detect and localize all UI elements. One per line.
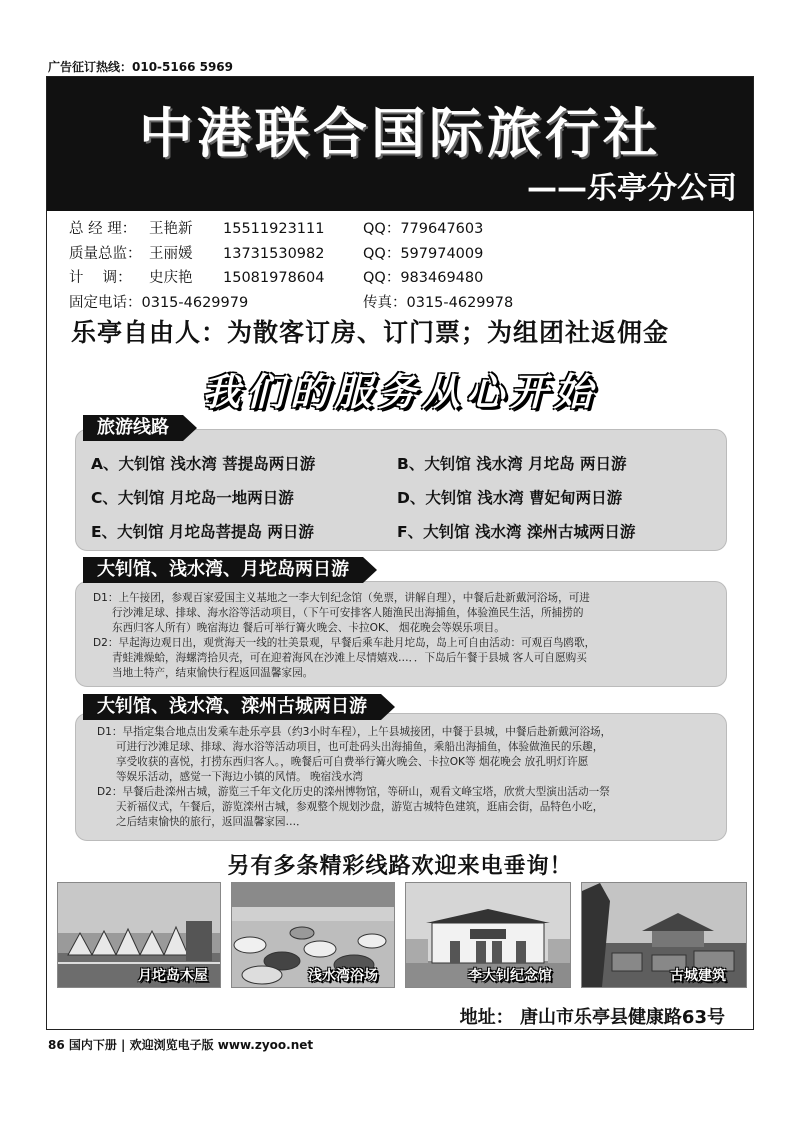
contact-qq: QQ：597974009 [363, 245, 484, 262]
page-footer: 86 国内下册 | 欢迎浏览电子版 www.zyoo.net [48, 1038, 314, 1052]
route-item: E、大钊馆 月坨岛菩提岛 两日游 [91, 523, 314, 541]
itinerary-line: 享受收获的喜悦，打捞东西归客人。，晚餐后可自费举行篝火晚会、卡拉OK等 烟花晚会 放孔明灯许愿 [116, 756, 589, 768]
contact-name: 史庆艳 [149, 270, 193, 286]
fixed-phone: 固定电话：0315-4629979 [69, 294, 249, 311]
itinerary-line: 天祈福仪式，午餐后，游览滦州古城，参观整个规划沙盘，游览古城特色建筑，逛庙会街，品特色小吃， [116, 801, 604, 813]
route-item: C、大钊馆 月坨岛一地两日游 [91, 489, 294, 507]
service-banner: 我们的服务从心开始 [201, 369, 598, 414]
itinerary-line: D1：早指定集合地点出发乘车赴乐亭县（约3小时车程），上午县城接团，中餐于县城，中餐后赴新戴河浴场， [97, 726, 612, 738]
contact-phone: 15511923111 [223, 221, 325, 237]
contact-list [69, 217, 513, 315]
itinerary-line: D1：上午接团，参观百家爱国主义基地之一李大钊纪念馆（免票，讲解自理），中餐后赴新戴河浴场，可进 [93, 592, 590, 604]
contact-phone: 13731530982 [223, 245, 325, 262]
contact-row [69, 242, 513, 267]
itinerary-line: 行沙滩足球、排球、海水浴等活动项目，（下午可安排客人随渔民出海捕鱼，体验渔民生活，所捕捞的 [112, 607, 584, 619]
branch-subtitle: ——乐亭分公司 [527, 171, 737, 206]
itinerary-line: 当地土特产，结束愉快行程返回温馨家园。 [112, 667, 314, 679]
tour1-heading: 大钊馆、浅水湾、月坨岛两日游 [83, 557, 363, 583]
photo-caption: 月坨岛木屋 [138, 968, 208, 984]
address: 地址： 唐山市乐亭县健康路63号 [459, 1007, 725, 1028]
ad-frame [46, 76, 754, 1030]
contact-row-fixed [69, 291, 513, 316]
contact-qq: QQ：983469480 [363, 270, 484, 286]
contact-row [69, 217, 513, 242]
route-item: D、大钊馆 浅水湾 曹妃甸两日游 [397, 489, 623, 507]
contact-phone: 15081978604 [223, 270, 325, 286]
ad-hotline: 广告征订热线：010-5166 5969 [48, 60, 234, 74]
photo-beach [231, 882, 395, 988]
photo-caption: 浅水湾浴场 [308, 968, 378, 984]
route-item: F、大钊馆 浅水湾 滦州古城两日游 [397, 523, 636, 541]
more-routes-text: 另有多条精彩线路欢迎来电垂询！ [227, 854, 573, 879]
route-item: A、大钊馆 浅水湾 菩提岛两日游 [91, 455, 316, 473]
tour2-itinerary [97, 725, 725, 830]
route-list [91, 447, 731, 547]
contact-qq: QQ：779647603 [363, 221, 484, 237]
itinerary-line: D2：早起海边观日出，观赏海天一线的壮美景观，早餐后乘车赴月坨岛，岛上可自由活动：可观百鸟鸥歌， [93, 637, 596, 649]
agency-title: 中港联合国际旅行社 [139, 102, 661, 165]
tour1-itinerary [93, 591, 721, 681]
tour2-heading: 大钊馆、浅水湾、滦州古城两日游 [83, 694, 381, 720]
itinerary-line: 可进行沙滩足球、排球、海水浴等活动项目，也可赴码头出海捕鱼，乘船出海捕鱼，体验做渔民的乐趣， [116, 741, 604, 753]
routes-heading: 旅游线路 [83, 415, 183, 441]
itinerary-line: 等娱乐活动，感觉一下海边小镇的风情。 晚宿浅水湾 [116, 771, 364, 783]
photo-memorial [405, 882, 571, 988]
photo-ancient-city [581, 882, 747, 988]
itinerary-line: 青蛙滩燥蛤，海螺湾拾贝壳，可在迎着海风在沙滩上尽情嬉戏…．．下岛后午餐于县城 客人可自愿购买 [112, 652, 587, 664]
contact-role: 计 调： [69, 270, 132, 286]
itinerary-line: 东西归客人所有）晚宿海边 餐后可举行篝火晚会、卡拉OK、 烟花晚会等娱乐项目。 [112, 622, 505, 634]
fax-number: 传真：0315-4629978 [363, 294, 514, 311]
contact-name: 王丽媛 [149, 245, 193, 262]
photo-caption: 李大钊纪念馆 [468, 968, 552, 984]
contact-role: 质量总监： [69, 245, 142, 262]
header-banner [47, 77, 753, 211]
itinerary-line: D2：早餐后赴滦州古城，游览三千年文化历史的滦州博物馆，等研山，观看文峰宝塔，欣赏大型演出活动一祭 [97, 786, 610, 798]
contact-role: 总 经 理： [69, 221, 137, 237]
contact-row [69, 266, 513, 291]
contact-name: 王艳新 [149, 221, 193, 237]
slogan: 乐亭自由人：为散客订房、订门票；为组团社返佣金 [71, 318, 670, 347]
itinerary-line: 之后结束愉快的旅行，返回温馨家园…． [116, 816, 307, 828]
route-item: B、大钊馆 浅水湾 月坨岛 两日游 [397, 455, 627, 473]
photo-caption: 古城建筑 [670, 968, 726, 984]
photo-cabins [57, 882, 221, 988]
